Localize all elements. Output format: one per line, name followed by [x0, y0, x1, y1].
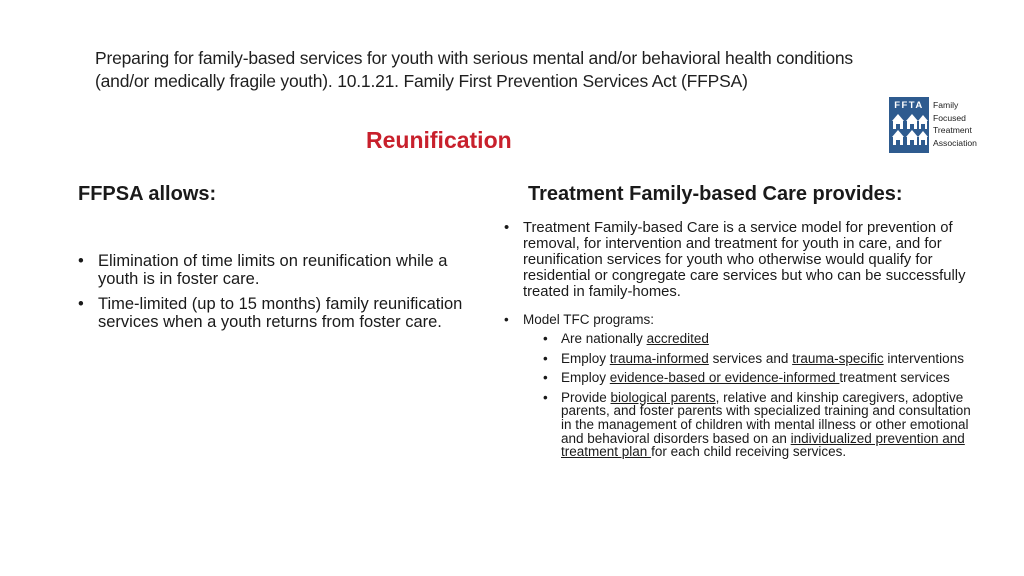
- right-heading: Treatment Family-based Care provides:: [528, 183, 903, 205]
- sub1-pre: Are nationally: [561, 331, 647, 346]
- section-subtitle: Reunification: [366, 127, 512, 153]
- logo-line-1: Family: [933, 100, 959, 110]
- list-item: [523, 352, 974, 366]
- list-item: [523, 332, 974, 346]
- sub3-pre: Employ: [561, 370, 610, 386]
- left-heading: FFPSA allows:: [78, 183, 217, 205]
- ffta-logo: [889, 97, 989, 155]
- trauma-specific-link[interactable]: trauma-specific: [792, 350, 884, 366]
- logo-line-4: Association: [933, 137, 977, 148]
- title-line-2: (and/or medically fragile youth). 10.1.21. Family First Prevention Services Act (FFPSA): [95, 71, 748, 91]
- ffpsa-list: [78, 252, 478, 338]
- list-item: [523, 371, 974, 385]
- trauma-informed-link[interactable]: trauma-informed: [609, 350, 709, 366]
- list-item: • Time-limited (up to 15 months) family reunification services when a youth returns from foster care.: [78, 295, 478, 331]
- logo-line-3: Treatment: [933, 125, 972, 136]
- treatment-plan-link[interactable]: individualized prevention and treatment plan: [561, 430, 965, 460]
- logo-line-2: Focused: [933, 112, 966, 123]
- sub3-post: treatment services: [839, 370, 950, 386]
- sub2-post: interventions: [883, 350, 964, 366]
- model-tfc-sublist: [523, 332, 974, 459]
- accredited-link[interactable]: accredited: [646, 331, 709, 346]
- sub2-mid: services and: [708, 350, 793, 366]
- evidence-based-link[interactable]: evidence-based or evidence-informed: [609, 370, 840, 386]
- tfc-intro-item: • Treatment Family-based Care is a service model for prevention of removal, for intervention and treatment for youth in care, and for reunification services for youth who otherwise would qualify for residential or congregate care services but who can be successfully treated in family-homes.: [504, 220, 974, 300]
- logo-mark-text: FFTA: [894, 100, 924, 111]
- model-tfc-item: [504, 312, 974, 459]
- model-tfc-label: Model TFC programs:: [523, 312, 655, 327]
- sub4-pre: Provide: [561, 389, 611, 405]
- list-item: • Elimination of time limits on reunification while a youth is in foster care.: [78, 252, 478, 288]
- sub4-post: for each child receiving services.: [651, 444, 847, 460]
- biological-parents-link[interactable]: biological parents: [610, 389, 716, 405]
- title-line-1: Preparing for family-based services for youth with serious mental and/or behavioral health conditions: [95, 48, 853, 68]
- list-item: [523, 391, 974, 459]
- sub4-mid: , relative and kinship caregivers, adoptive parents, and foster parents with specialized training and consultation in the management of children with mental illness or other emotional and behavioral disorders based on an: [561, 389, 971, 446]
- page-title: [95, 47, 895, 93]
- ffta-houses-icon: [889, 97, 929, 153]
- logo-text: [933, 99, 977, 149]
- sub2-pre: Employ: [561, 350, 610, 366]
- tfc-list: [504, 220, 974, 465]
